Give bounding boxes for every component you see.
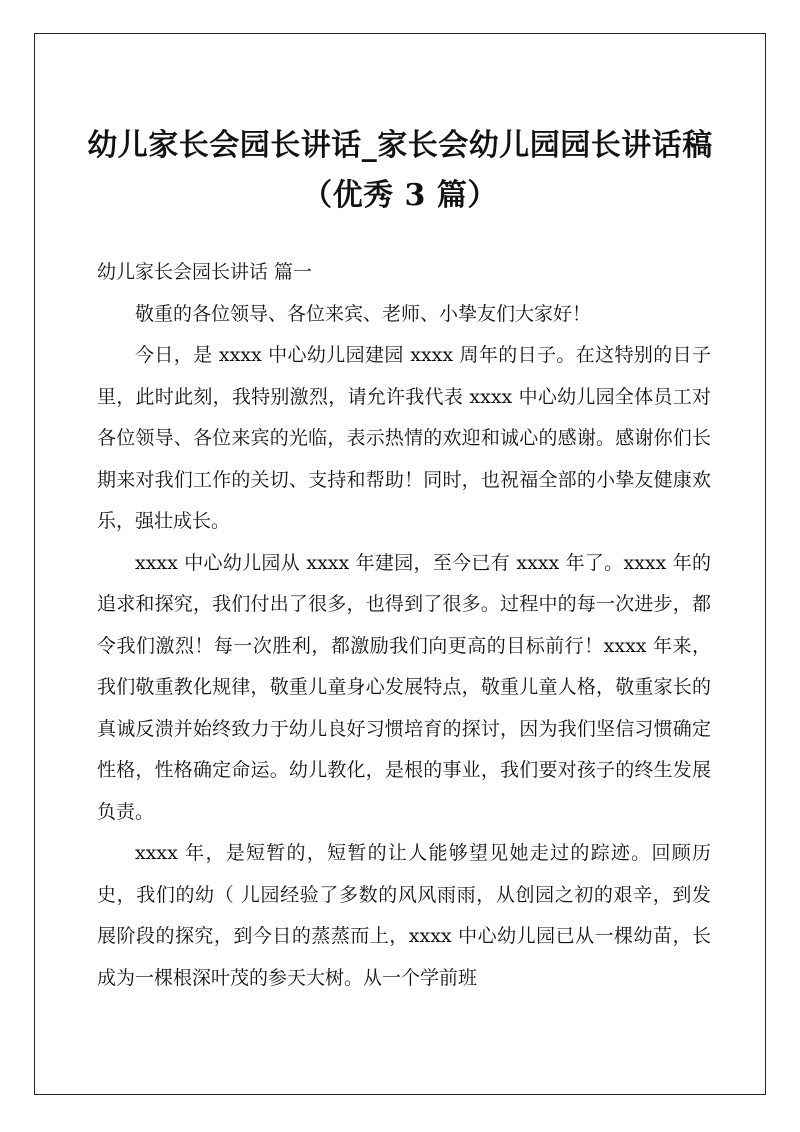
section-heading: 幼儿家长会园长讲话 篇一 [97, 261, 313, 283]
document-body [97, 252, 711, 999]
paragraph: xxxx 中心幼儿园从 xxxx 年建园，至今已有 xxxx 年了。xxxx 年的追求和探究，我们付出了很多，也得到了很多。过程中的每一次进步，都令我们激烈！每一次胜利，都激励我们向更高的目标前行！xxxx 年来，我们敬重教化规律，敬重儿童身心发展特点，敬重儿童人格，敬重家长的真诚反溃并始终致力于幼儿良好习惯培育的探讨，因为我们坚信习惯确定性格，性格确定命运。幼儿教化，是根的事业，我们要对孩子的终生发展负责。 [97, 551, 711, 823]
paragraph: xxxx 年，是短暂的，短暂的让人能够望见她走过的踪迹。回顾历史，我们的幼（ 儿园经验了多数的风风雨雨，从创园之初的艰辛，到发展阶段的探究，到今日的蒸蒸而上，xxxx 中心幼儿园已从一棵幼苗，长成为一棵根深叶茂的参天大树。从一个学前班 [97, 842, 711, 989]
paragraph-greeting: 敬重的各位领导、各位来宾、老师、小挚友们大家好！ [135, 302, 592, 325]
paragraph: 今日，是 xxxx 中心幼儿园建园 xxxx 周年的日子。在这特别的日子里，此时此刻，我特别激烈，请允许我代表 xxxx 中心幼儿园全体员工对各位领导、各位来宾的光临，表示热情的欢迎和诚心的感谢。感谢你们长期来对我们工作的关切、支持和帮助！同时，也祝福全部的小挚友健康欢乐，强壮成长。 [97, 344, 711, 532]
document-title: 幼儿家长会园长讲话_家长会幼儿园园长讲话稿 [87, 128, 713, 163]
document-subtitle: （优秀 3 篇） [302, 178, 498, 213]
